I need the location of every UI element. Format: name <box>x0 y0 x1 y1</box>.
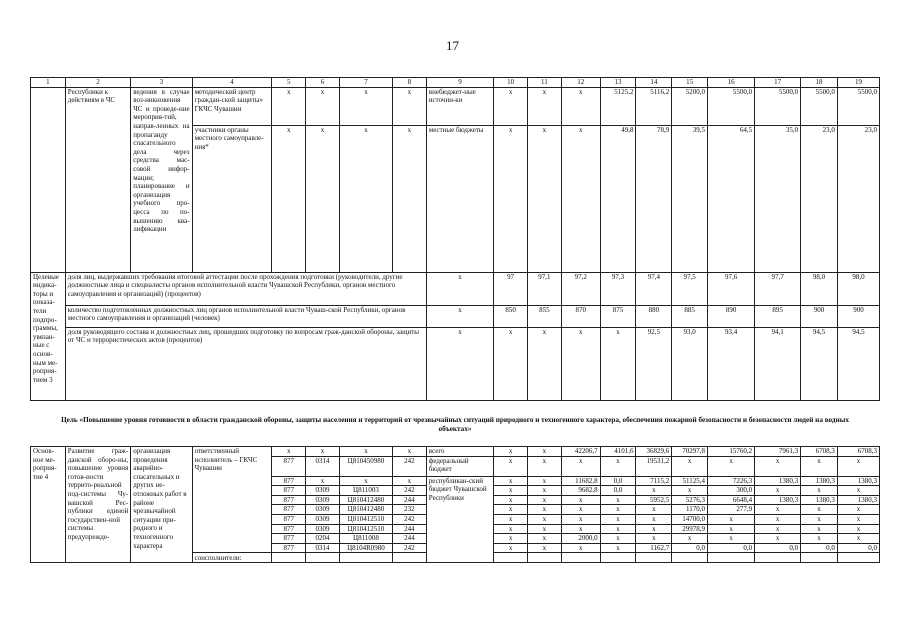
table-cell: 300,0 <box>708 486 755 496</box>
table-cell: x <box>755 456 801 476</box>
indicator-row <box>31 305 880 327</box>
table-cell: 5500,0 <box>755 87 801 125</box>
table-cell <box>672 553 708 563</box>
table-cell: x <box>528 476 562 486</box>
table-cell: 23,0 <box>801 125 838 272</box>
table-cell: x <box>306 125 340 272</box>
table-cell: 64,5 <box>708 125 755 272</box>
table-cell: x <box>528 534 562 544</box>
table-cell: 5952,5 <box>636 495 672 505</box>
table-cell: 19531,2 <box>636 456 672 476</box>
table-cell: x <box>393 125 427 272</box>
table-cell: 49,8 <box>600 125 636 272</box>
main-table-bottom <box>30 446 880 563</box>
table-cell: 51125,4 <box>672 476 708 486</box>
table-cell: x <box>801 524 838 534</box>
measure-number: Основ-ное ме-роприя-тие 4 <box>31 447 66 563</box>
table-cell: x <box>600 534 636 544</box>
executor-cell: участники органы местного самоуправле-ния* <box>192 125 272 272</box>
table-cell: 232 <box>393 505 427 515</box>
header-cell: 7 <box>339 78 392 88</box>
table-cell: 5200,0 <box>672 87 708 125</box>
funding-source: республикан-ский бюджет Чувашской Республики <box>426 476 494 563</box>
table-cell: 877 <box>272 505 306 515</box>
table-cell: 242 <box>393 456 427 476</box>
header-cell: 12 <box>561 78 600 88</box>
header-cell: 1 <box>31 78 66 88</box>
table-cell: x <box>561 125 600 272</box>
table-cell: x <box>528 543 562 553</box>
table-cell: x <box>600 524 636 534</box>
header-cell: 2 <box>65 78 130 88</box>
table-cell: 23,0 <box>837 125 879 272</box>
table-cell: 0,0 <box>600 476 636 486</box>
table-cell: x <box>672 456 708 476</box>
table-cell: 98,0 <box>801 272 838 305</box>
table-cell: x <box>672 534 708 544</box>
indicator-text: доля лиц, выдержавших требования итоговой аттестации после прохождения подготовки (руководители, другие должностные лица и специалисты органов исполнительной власти Чувашской Республики, органов местного самоуправления и организаций) (процентов) <box>65 272 426 305</box>
table-cell: 877 <box>272 514 306 524</box>
table-cell: 9682,8 <box>561 486 600 496</box>
table-cell: 0,0 <box>708 543 755 553</box>
table-cell: 877 <box>272 495 306 505</box>
table-cell: 0204 <box>306 534 340 544</box>
table-cell: 70297,8 <box>672 447 708 457</box>
table-cell: 877 <box>272 534 306 544</box>
table-cell: x <box>636 505 672 515</box>
table-cell: 78,9 <box>636 125 672 272</box>
co-executors-label: соисполнители: <box>192 553 272 563</box>
table-cell: x <box>494 543 528 553</box>
table-cell: 242 <box>393 543 427 553</box>
table-cell: 244 <box>393 534 427 544</box>
table-cell: x <box>272 125 306 272</box>
table-cell: Ц810412480 <box>339 505 392 515</box>
executor-cell: ответственный исполнитель – ГКЧС Чувашии <box>192 447 272 553</box>
table-cell: x <box>561 327 600 400</box>
header-cell: 17 <box>755 78 801 88</box>
table-cell: 39,5 <box>672 125 708 272</box>
funding-source: местные бюджеты <box>426 125 494 272</box>
table-cell: x <box>494 505 528 515</box>
table-cell: Ц810412510 <box>339 514 392 524</box>
executor-cell: методический центр граждан-ской защиты» ГКЧС Чувашии <box>192 87 272 125</box>
table-cell: x <box>755 534 801 544</box>
table-cell: 11682,8 <box>561 476 600 486</box>
table-cell: x <box>494 447 528 457</box>
table-cell: x <box>801 534 838 544</box>
empty-cell <box>31 87 66 272</box>
header-cell: 18 <box>801 78 838 88</box>
table-cell <box>801 553 838 563</box>
table-cell: x <box>636 486 672 496</box>
table-cell: x <box>801 486 838 496</box>
table-cell: 5500,0 <box>801 87 838 125</box>
table-cell: 36829,6 <box>636 447 672 457</box>
table-cell: x <box>306 447 340 457</box>
table-cell: 97,6 <box>708 272 755 305</box>
funding-source: внебюджет-ные источни-ки <box>426 87 494 125</box>
table-cell: 7226,3 <box>708 476 755 486</box>
header-cell: 3 <box>131 78 192 88</box>
table-cell: x <box>708 514 755 524</box>
table-cell: 877 <box>272 543 306 553</box>
table-cell: x <box>494 534 528 544</box>
table-cell: 92,5 <box>636 327 672 400</box>
table-cell: 97,7 <box>755 272 801 305</box>
table-cell: x <box>600 456 636 476</box>
table-cell: x <box>494 125 528 272</box>
table-cell: x <box>272 87 306 125</box>
header-cell: 10 <box>494 78 528 88</box>
main-table-top <box>30 77 880 401</box>
table-cell: x <box>426 305 494 327</box>
header-cell: 5 <box>272 78 306 88</box>
table-cell: x <box>494 476 528 486</box>
table-cell: x <box>393 476 427 486</box>
table-cell: 1380,3 <box>801 495 838 505</box>
table-cell: x <box>561 505 600 515</box>
table-cell: x <box>708 456 755 476</box>
header-cell: 15 <box>672 78 708 88</box>
table-cell: 29978,9 <box>672 524 708 534</box>
table-cell: x <box>708 524 755 534</box>
table-cell: Ц8104R0980 <box>339 543 392 553</box>
table-cell <box>339 553 392 563</box>
table-cell: 0314 <box>306 456 340 476</box>
table-cell: 97,5 <box>672 272 708 305</box>
table-cell: x <box>837 514 879 524</box>
table-cell: 0,0 <box>837 543 879 553</box>
table-cell: 5116,2 <box>636 87 672 125</box>
table-cell: x <box>600 514 636 524</box>
table-cell: x <box>600 327 636 400</box>
table-cell: x <box>528 505 562 515</box>
table-cell: 277,9 <box>708 505 755 515</box>
table-cell: 97,1 <box>528 272 562 305</box>
table-cell: 6708,3 <box>801 447 838 457</box>
table-cell <box>708 553 755 563</box>
table-cell: x <box>561 87 600 125</box>
header-cell: 6 <box>306 78 340 88</box>
table-cell: 877 <box>272 456 306 476</box>
table-cell: x <box>272 447 306 457</box>
table-cell: x <box>426 327 494 400</box>
table-cell: x <box>561 456 600 476</box>
table-cell: x <box>755 486 801 496</box>
table-cell: Ц811008 <box>339 534 392 544</box>
table-cell: x <box>339 447 392 457</box>
table-cell: 98,0 <box>837 272 879 305</box>
table-cell: 94,5 <box>837 327 879 400</box>
table-cell: x <box>339 125 392 272</box>
table-row <box>31 87 880 125</box>
table-cell: 1162,7 <box>636 543 672 553</box>
table-cell: x <box>837 456 879 476</box>
table-cell: 97,4 <box>636 272 672 305</box>
indicator-text: доля руководящего состава и должностных лиц, прошедших подготовку по вопросам граж-данской обороны, защиты от ЧС и террористических актов (процентов) <box>65 327 426 400</box>
table-cell: 5500,0 <box>837 87 879 125</box>
funding-source: федеральный бюджет <box>426 456 494 476</box>
table-cell: 0,0 <box>801 543 838 553</box>
table-cell: x <box>494 456 528 476</box>
table-cell: 7961,3 <box>755 447 801 457</box>
table-cell: 42206,7 <box>561 447 600 457</box>
table-cell: 0,0 <box>672 543 708 553</box>
table-cell: x <box>755 505 801 515</box>
table-cell: 97,3 <box>600 272 636 305</box>
table-cell: 885 <box>672 305 708 327</box>
table-cell: x <box>528 125 562 272</box>
table-cell: 244 <box>393 495 427 505</box>
table-cell: 1380,3 <box>755 476 801 486</box>
table-cell: 242 <box>393 514 427 524</box>
table-cell: 895 <box>755 305 801 327</box>
header-cell: 19 <box>837 78 879 88</box>
header-cell: 8 <box>393 78 427 88</box>
table-cell: x <box>528 524 562 534</box>
table-cell <box>494 553 528 563</box>
table-cell: x <box>528 456 562 476</box>
table-cell: 0309 <box>306 524 340 534</box>
table-cell: 1380,3 <box>755 495 801 505</box>
table-cell: 6648,4 <box>708 495 755 505</box>
table-cell: x <box>561 524 600 534</box>
table-cell: x <box>528 486 562 496</box>
table-cell: Ц810450980 <box>339 456 392 476</box>
table-cell: 6708,3 <box>837 447 879 457</box>
table-cell <box>837 553 879 563</box>
table-cell: 0309 <box>306 514 340 524</box>
table-cell: x <box>494 87 528 125</box>
table-cell: 35,0 <box>755 125 801 272</box>
table-cell: 1380,3 <box>801 476 838 486</box>
table-cell: 880 <box>636 305 672 327</box>
table-cell: 97,2 <box>561 272 600 305</box>
table-cell: x <box>561 543 600 553</box>
table-cell: 15760,2 <box>708 447 755 457</box>
table-cell: 97 <box>494 272 528 305</box>
table-cell: x <box>494 495 528 505</box>
table-cell: x <box>755 524 801 534</box>
table-cell: 0,0 <box>755 543 801 553</box>
table-cell: 7115,2 <box>636 476 672 486</box>
table-cell: 94,5 <box>801 327 838 400</box>
table-cell <box>636 553 672 563</box>
table-cell: x <box>708 534 755 544</box>
table-cell: x <box>801 514 838 524</box>
table-cell: 93,4 <box>708 327 755 400</box>
header-cell: 4 <box>192 78 272 88</box>
table-cell: 0,0 <box>600 486 636 496</box>
table-cell: x <box>494 327 528 400</box>
table-cell: 5500,0 <box>708 87 755 125</box>
table-cell: 855 <box>528 305 562 327</box>
table-cell: x <box>837 534 879 544</box>
table-cell <box>306 553 340 563</box>
table-cell: 870 <box>561 305 600 327</box>
page-number: 17 <box>446 38 459 53</box>
table-cell: 1380,3 <box>837 476 879 486</box>
table-cell: 4101,6 <box>600 447 636 457</box>
table-cell <box>528 553 562 563</box>
table-cell: x <box>339 87 392 125</box>
table-cell: 1380,3 <box>837 495 879 505</box>
indicator-row <box>31 272 880 305</box>
table-cell: x <box>636 524 672 534</box>
table-cell: 0309 <box>306 486 340 496</box>
table-cell: 850 <box>494 305 528 327</box>
table-cell: x <box>528 495 562 505</box>
header-cell: 16 <box>708 78 755 88</box>
table-cell: x <box>494 486 528 496</box>
table-cell: x <box>755 514 801 524</box>
measure-name: Республики к действиям в ЧС <box>65 87 130 272</box>
table-cell: x <box>306 476 340 486</box>
table-cell: x <box>837 505 879 515</box>
table-cell: x <box>600 505 636 515</box>
indicator-text: количество подготовленных должностных лиц органов исполнительной власти Чуваш-ской Республики, органов местного самоуправления и организаций (человек) <box>65 305 426 327</box>
measure-description: организация проведения аварийно-спасательных и других не-отложных работ в районе чрезвычайной ситуации при-родного и техногенного характера <box>131 447 192 563</box>
header-cell: 11 <box>528 78 562 88</box>
table-cell: Ц810412480 <box>339 495 392 505</box>
goal-heading: Цель «Повышение уровня готовности в области гражданской обороны, защиты населения и территорий от чрезвычайных ситуаций природного и техногенного характера, обеспечения пожарной безопасности и безопасности людей на водных объектах» <box>61 416 849 433</box>
table-cell: x <box>426 272 494 305</box>
table-cell: x <box>393 87 427 125</box>
table-cell: x <box>801 505 838 515</box>
table-cell: 94,1 <box>755 327 801 400</box>
table-cell: x <box>393 447 427 457</box>
table-cell: 877 <box>272 524 306 534</box>
table-cell: 14700,0 <box>672 514 708 524</box>
table-cell: 0314 <box>306 543 340 553</box>
table-cell: x <box>600 495 636 505</box>
table-cell: 890 <box>708 305 755 327</box>
table-cell: Ц811003 <box>339 486 392 496</box>
table-cell <box>393 553 427 563</box>
measure-description: ведения в случае воз-никновения ЧС и проведе-ние мероприя-тий, направ-ленных на пропаганду спасательного дела через средства мас-совой инфор-мации; планирование и организация учебного про-цесса по по-вышению ква-лификации <box>131 87 192 272</box>
indicator-row <box>31 327 880 400</box>
table-cell <box>755 553 801 563</box>
table-cell: x <box>339 476 392 486</box>
table-cell: x <box>561 514 600 524</box>
table-cell: x <box>672 486 708 496</box>
table-cell: x <box>494 524 528 534</box>
header-row <box>31 78 880 88</box>
table-cell: x <box>837 486 879 496</box>
table-cell: 93,0 <box>672 327 708 400</box>
header-cell: 9 <box>426 78 494 88</box>
table-cell: x <box>561 495 600 505</box>
table-cell: 2000,0 <box>561 534 600 544</box>
table-cell <box>600 553 636 563</box>
table-cell: 875 <box>600 305 636 327</box>
table-cell: 0309 <box>306 495 340 505</box>
table-cell: 877 <box>272 486 306 496</box>
table-cell: x <box>528 514 562 524</box>
table-cell <box>561 553 600 563</box>
table-cell: x <box>528 447 562 457</box>
funding-source: всего <box>426 447 494 457</box>
table-cell: x <box>528 87 562 125</box>
table-cell: x <box>837 524 879 534</box>
table-cell: 900 <box>837 305 879 327</box>
table-cell: x <box>528 327 562 400</box>
table-cell: x <box>494 514 528 524</box>
table-cell: 242 <box>393 486 427 496</box>
table-cell: x <box>801 456 838 476</box>
table-cell: 5276,3 <box>672 495 708 505</box>
header-cell: 13 <box>600 78 636 88</box>
indicators-label: Целевые индика-торы и показа-тели подпро-граммы, увязан-ные с основ-ным ме-роприя-тием 3 <box>31 272 66 400</box>
table-cell: x <box>636 514 672 524</box>
table-cell: 244 <box>393 524 427 534</box>
table-cell: 5125,2 <box>600 87 636 125</box>
table-cell: x <box>600 543 636 553</box>
table-cell: Ц810412510 <box>339 524 392 534</box>
measure-name: Развитие граж-данской оборо-ны, повышение уровня готов-ности террито-риальной под-системы Чу-вашской Рес-публики единой государствен-ной системы предупрежде- <box>65 447 130 563</box>
table-cell: 877 <box>272 476 306 486</box>
table-cell <box>272 553 306 563</box>
table-row <box>31 447 880 457</box>
table-cell: x <box>306 87 340 125</box>
header-cell: 14 <box>636 78 672 88</box>
table-cell: 0309 <box>306 505 340 515</box>
table-cell: 1170,0 <box>672 505 708 515</box>
table-cell: x <box>636 534 672 544</box>
table-cell: 900 <box>801 305 838 327</box>
